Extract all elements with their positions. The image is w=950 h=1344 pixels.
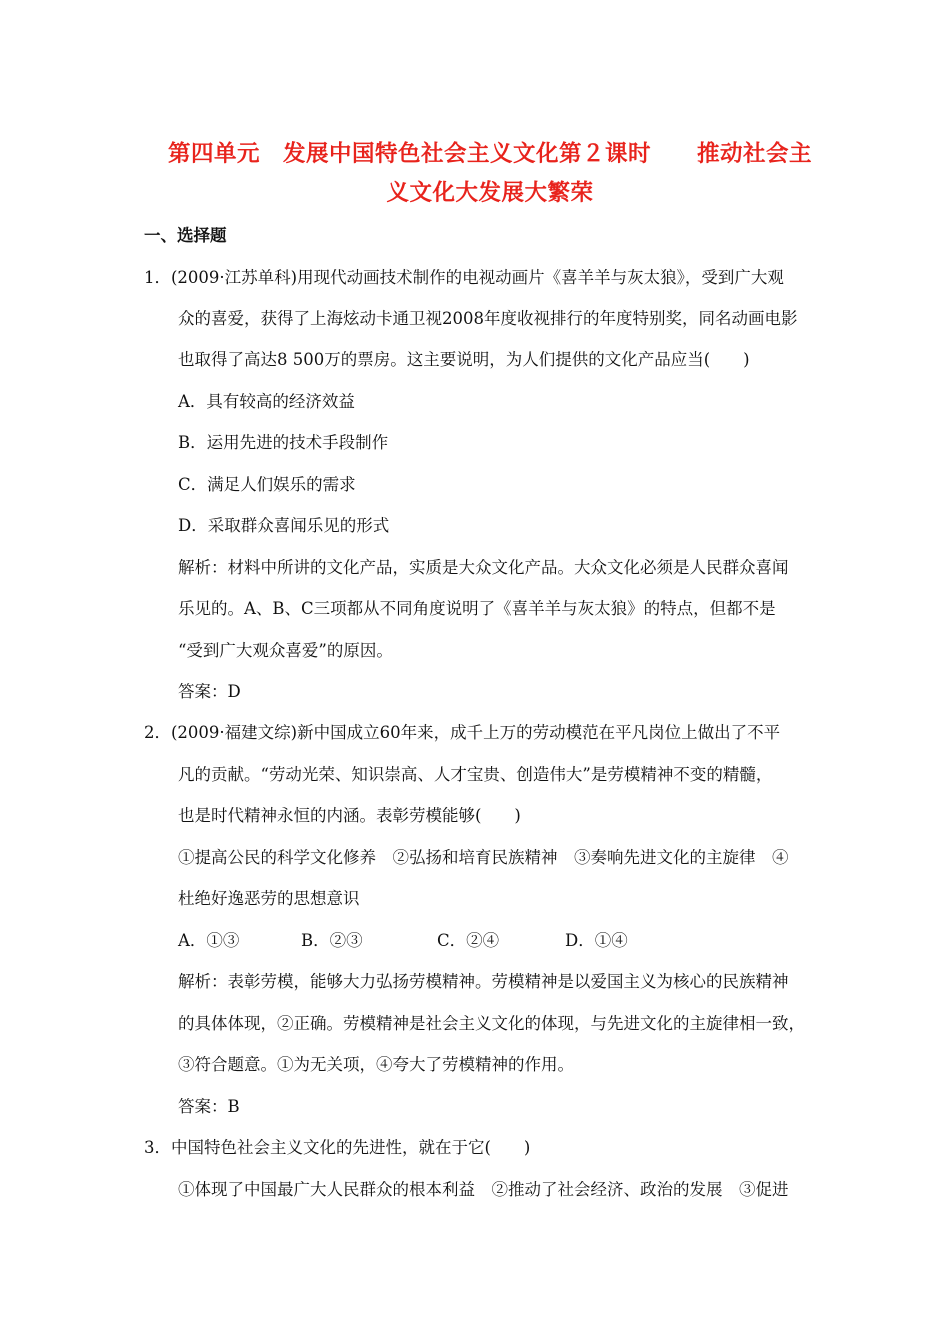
page-title-line-2: 义文化大发展大繁荣 — [386, 180, 594, 206]
q1-answer: 答案：D — [178, 682, 241, 701]
q2-option-d: D．①④ — [565, 931, 628, 950]
q1-option-d: D．采取群众喜闻乐见的形式 — [178, 516, 390, 535]
q2-explanation-line-2: 的具体体现，②正确。劳模精神是社会主义文化的体现，与先进文化的主旋律相一致， — [178, 1014, 805, 1033]
q2-stem-line-2: 凡的贡献。“劳动光荣、知识崇高、人才宝贵、创造伟大”是劳模精神不变的精髓， — [178, 765, 773, 784]
q2-items-line-1: ①提高公民的科学文化修养 ②弘扬和培育民族精神 ③奏响先进文化的主旋律 ④ — [178, 848, 789, 867]
q1-option-a: A．具有较高的经济效益 — [178, 392, 355, 411]
q2-option-b: B．②③ — [301, 931, 363, 950]
q3-stem-line-1: 3．中国特色社会主义文化的先进性，就在于它( ) — [144, 1138, 531, 1157]
q1-stem-line-1: 1．(2009·江苏单科)用现代动画技术制作的电视动画片《喜羊羊与灰太狼》，受到广大观 — [144, 268, 784, 287]
q2-option-c: C．②④ — [437, 931, 500, 950]
section-heading: 一、选择题 — [144, 226, 227, 245]
q2-items-line-2: 杜绝好逸恶劳的思想意识 — [178, 889, 360, 908]
q1-stem-line-3: 也取得了高达8 500万的票房。这主要说明，为人们提供的文化产品应当( ) — [178, 350, 750, 369]
q1-option-c: C．满足人们娱乐的需求 — [178, 475, 356, 494]
q2-stem-line-3: 也是时代精神永恒的内涵。表彰劳模能够( ) — [178, 806, 521, 825]
q1-explanation-line-3: “受到广大观众喜爱”的原因。 — [178, 641, 393, 660]
page-title-line-1: 第四单元 发展中国特色社会主义文化第２课时 推动社会主 — [167, 141, 812, 167]
q1-explanation-line-1: 解析：材料中所讲的文化产品，实质是大众文化产品。大众文化必须是人民群众喜闻 — [178, 558, 789, 577]
q2-option-a: A．①③ — [178, 931, 240, 950]
q2-answer: 答案：B — [178, 1097, 240, 1116]
q1-stem-line-2: 众的喜爱，获得了上海炫动卡通卫视2008年度收视排行的年度特别奖，同名动画电影 — [178, 309, 798, 328]
q2-explanation-line-3: ③符合题意。①为无关项，④夸大了劳模精神的作用。 — [178, 1055, 574, 1074]
q1-option-b: B．运用先进的技术手段制作 — [178, 433, 389, 452]
q2-explanation-line-1: 解析：表彰劳模，能够大力弘扬劳模精神。劳模精神是以爱国主义为核心的民族精神 — [178, 972, 789, 991]
q1-explanation-line-2: 乐见的。A、B、C三项都从不同角度说明了《喜羊羊与灰太狼》的特点，但都不是 — [178, 599, 776, 618]
q3-items-line-1: ①体现了中国最广大人民群众的根本利益 ②推动了社会经济、政治的发展 ③促进 — [178, 1180, 789, 1199]
q2-stem-line-1: 2．(2009·福建文综)新中国成立60年来，成千上万的劳动模范在平凡岗位上做出了不平 — [144, 723, 781, 742]
